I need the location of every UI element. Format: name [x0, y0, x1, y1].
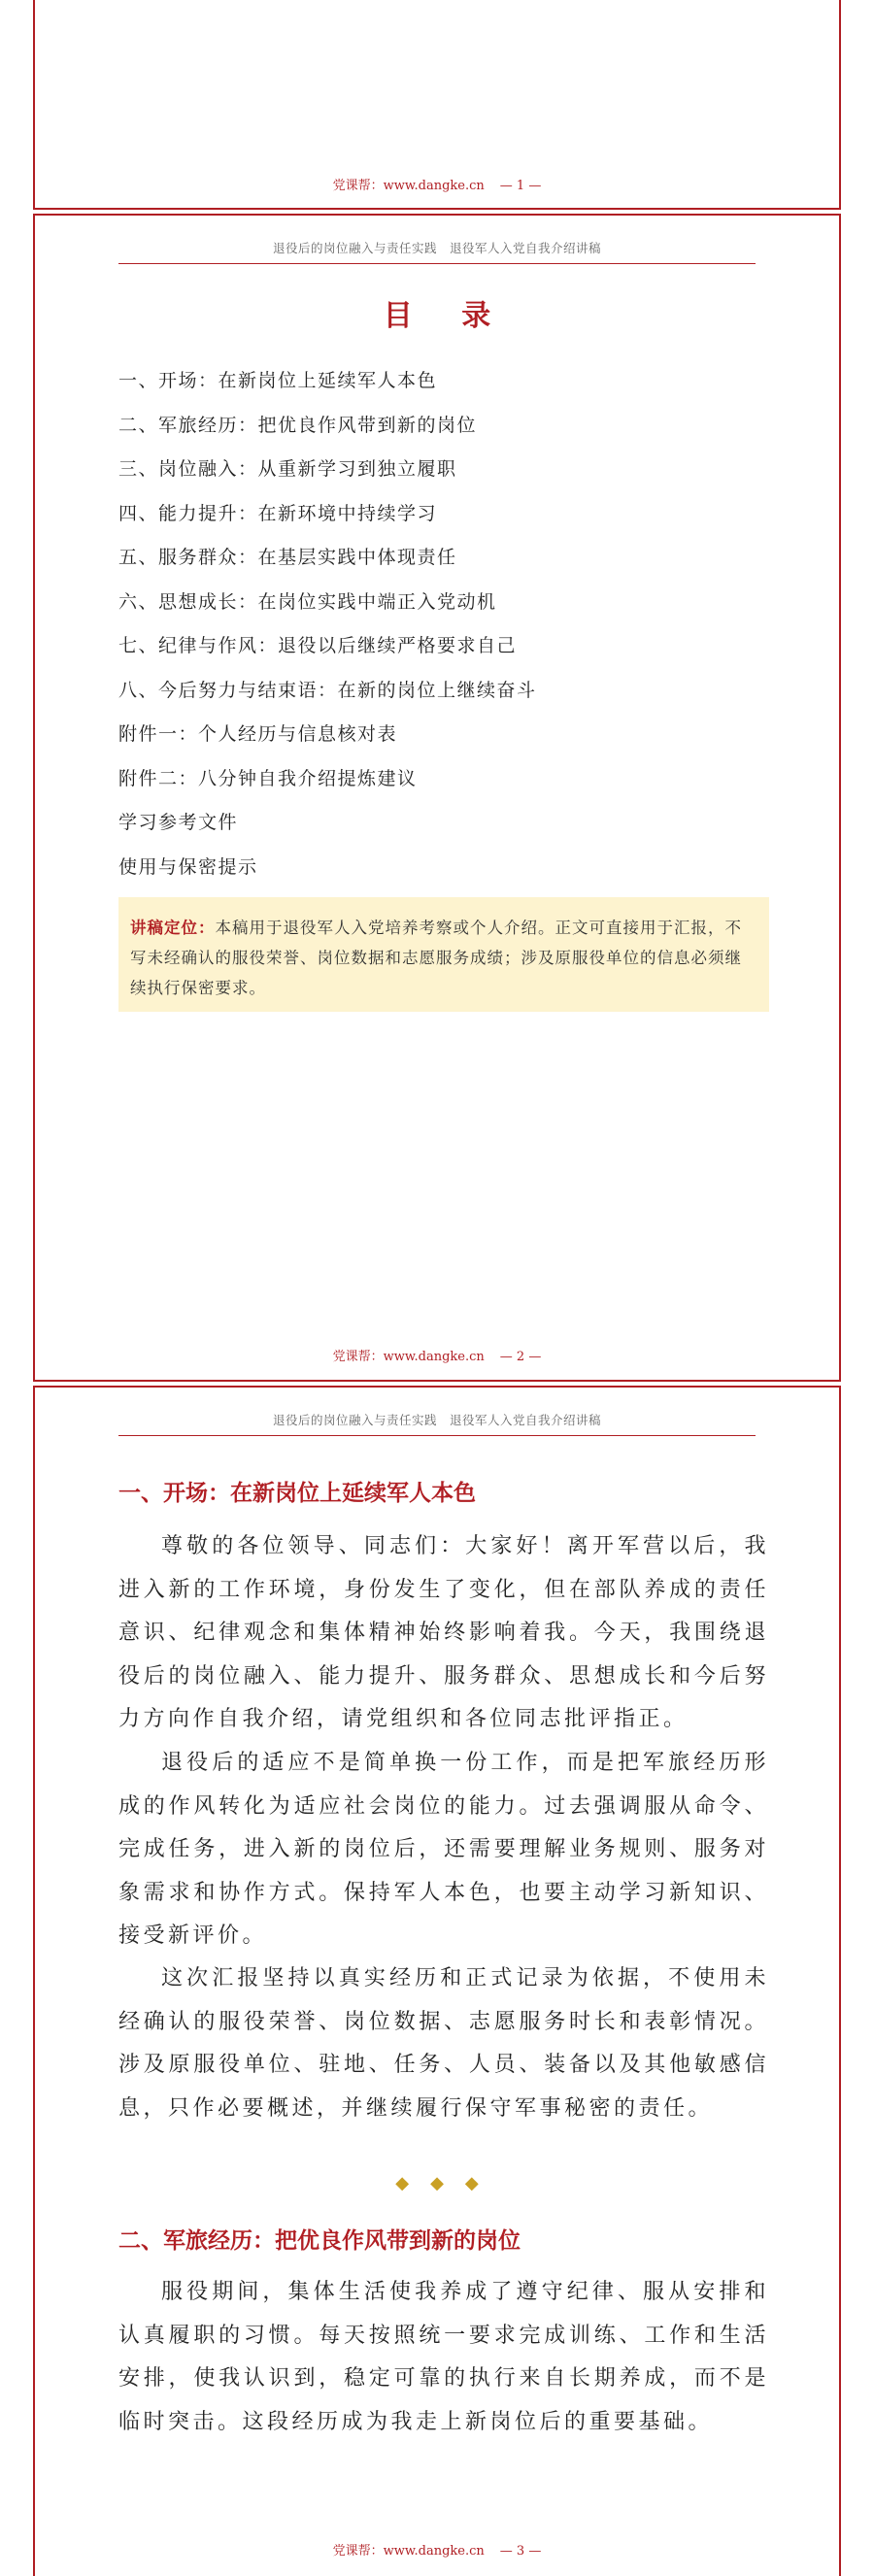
page-2 [33, 214, 841, 1382]
toc-item[interactable]: 附件一：个人经历与信息核对表 [118, 723, 398, 745]
page-footer [35, 1346, 839, 1364]
footer-site: 党课帮：www.dangke.cn [332, 2544, 485, 2559]
page-1 [33, 0, 841, 210]
page-footer [35, 175, 839, 193]
body-paragraph: 退役后的适应不是简单换一份工作，而是把军旅经历形成的作风转化为适应社会岗位的能力。过去强调服从命令、完成任务，进入新的岗位后，还需要理解业务规则、服务对象需求和协作方式。保持军人本色，也要主动学习新知识、接受新评价。 [118, 1751, 769, 1948]
footer-site: 党课帮：www.dangke.cn [332, 179, 485, 193]
page-number: — 1 — [499, 179, 542, 193]
page-header: 退役后的岗位融入与责任实践 退役军人入党自我介绍讲稿 [118, 1411, 756, 1436]
page-footer [35, 2540, 839, 2559]
section-heading: 一、开场：在新岗位上延续军人本色 [118, 1481, 476, 1506]
notice-text: 本稿用于退役军人入党培养考察或个人介绍。正文可直接用于汇报，不写未经确认的服役荣誉、岗位数据和志愿服务成绩；涉及原服役单位的信息必须继续执行保密要求。 [130, 919, 742, 997]
section-heading: 二、军旅经历：把优良作风带到新的岗位 [118, 2228, 521, 2254]
body-paragraph: 服役期间，集体生活使我养成了遵守纪律、服从安排和认真履职的习惯。每天按照统一要求完成训练、工作和生活安排，使我认识到，稳定可靠的执行来自长期养成，而不是临时突击。这段经历成为我走上新岗位后的重要基础。 [118, 2280, 769, 2434]
section-divider: ◆◆◆ [395, 2173, 500, 2193]
page-header: 退役后的岗位融入与责任实践 退役军人入党自我介绍讲稿 [118, 239, 756, 264]
toc-item[interactable]: 五、服务群众：在基层实践中体现责任 [118, 547, 457, 568]
toc-item[interactable]: 六、思想成长：在岗位实践中端正入党动机 [118, 590, 497, 613]
toc-item[interactable]: 使用与保密提示 [118, 855, 258, 878]
notice-box [118, 897, 769, 1012]
page-number: — 2 — [499, 1350, 542, 1364]
page-number: — 3 — [499, 2544, 542, 2559]
toc-item[interactable]: 一、开场：在新岗位上延续军人本色 [118, 370, 438, 391]
toc-item[interactable]: 七、纪律与作风：退役以后继续严格要求自己 [118, 635, 518, 656]
toc-item[interactable]: 二、军旅经历：把优良作风带到新的岗位 [118, 414, 478, 436]
toc-item[interactable]: 三、岗位融入：从重新学习到独立履职 [118, 458, 457, 480]
notice-label: 讲稿定位： [130, 919, 216, 937]
footer-site: 党课帮：www.dangke.cn [332, 1350, 485, 1364]
toc-item[interactable]: 附件二：八分钟自我介绍提炼建议 [118, 767, 418, 789]
page-3 [33, 1386, 841, 2576]
toc-title: 目 录 [383, 299, 511, 333]
toc-item[interactable]: 学习参考文件 [118, 812, 239, 833]
toc-item[interactable]: 八、今后努力与结束语：在新的岗位上继续奋斗 [118, 679, 537, 701]
table-of-contents [118, 359, 537, 889]
toc-item[interactable]: 四、能力提升：在新环境中持续学习 [118, 502, 438, 524]
body-paragraph: 这次汇报坚持以真实经历和正式记录为依据，不使用未经确认的服役荣誉、岗位数据、志愿服务时长和表彰情况。涉及原服役单位、驻地、任务、人员、装备以及其他敏感信息，只作必要概述，并继续履行保守军事秘密的责任。 [118, 1966, 769, 2121]
body-paragraph: 尊敬的各位领导、同志们：大家好！离开军营以后，我进入新的工作环境，身份发生了变化，但在部队养成的责任意识、纪律观念和集体精神始终影响着我。今天，我围绕退役后的岗位融入、能力提升、服务群众、思想成长和今后努力方向作自我介绍，请党组织和各位同志批评指正。 [118, 1534, 769, 1731]
